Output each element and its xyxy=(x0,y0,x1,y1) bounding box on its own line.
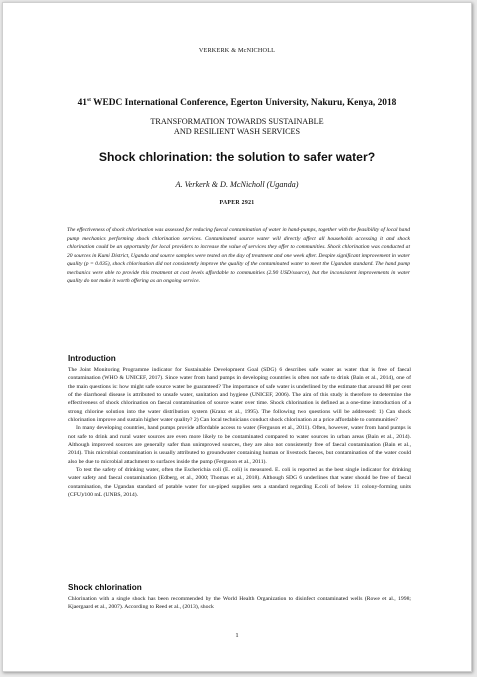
running-head: VERKERK & McNICHOLL xyxy=(198,47,276,54)
authors: A. Verkerk & D. McNicholl (Uganda) xyxy=(175,180,299,189)
shock-chlorination-body xyxy=(68,595,411,612)
paragraph: In many developing countries, hand pumps provide affordable access to water (Ferguson et al., 2011). Often, however, water from hand pumps is not safe to drink and rural water sources are even more likely to be contaminated compared to water sources in urban areas (Bain et al., 2014). Although improved sources are generally safer than unimproved sources, they are also not consistently free of faecal contamination (Bain et al., 2014). This microbial contamination is usually attributed to groundwater containing human or livestock faeces, but contamination of the water could also be due to microbial attachment to surfaces inside the pump (Ferguson et al., 2011). xyxy=(68,425,411,465)
conference-theme xyxy=(3,117,471,137)
section-heading-shock-chlorination: Shock chlorination xyxy=(68,583,142,592)
conference-text: WEDC International Conference, Egerton University, Nakuru, Kenya, 2018 xyxy=(93,98,397,109)
paper-number: PAPER 2921 xyxy=(219,200,255,206)
paper-title: Shock chlorination: the solution to safer water? xyxy=(98,150,376,164)
theme-line: TRANSFORMATION TOWARDS SUSTAINABLE xyxy=(150,117,324,126)
theme-line: AND RESILIENT WASH SERVICES xyxy=(173,127,301,136)
abstract: The effectiveness of shock chlorination was assessed for reducing faecal contamination of water in hand-pumps, together with the feasibility of local hand pump mechanics performing shock chlorination services. Contaminated source water will directly affect all households accessing it and shock chlorination could be an opportunity for local providers to increase the value of services they offer to communities. Shock chlorination was conducted at 20 sources in Kumi District, Uganda and source samples were tested on the day of treatment and one week after. Despite significant improvement in water quality (p = 0.035), shock chlorination did not consistently improve the quality of the contaminated water to meet the Ugandan standard. The hand pump mechanics were able to provide this treatment at cost levels affordable to communities (2.90 USD/source), but the inconsistent improvements in water quality do not make it worth offering as an ongoing service. xyxy=(67,227,410,285)
paragraph: To test the safety of drinking water, often the Escherichia coli (E. coli) is measured. E. coli is reported as the best single indicator for drinking water safety and faecal contamination (Edberg, et al., 2000; Thomas et al., 2018). Although SDG 6 underlines that water should be free of faecal contamination, the Ugandan standard of potable water for un-piped supplies sets a standard regarding E.coli of below 11 colony-forming units (CFU)/100 mL (UNBS, 2014). xyxy=(68,467,411,499)
conference-number: 41 xyxy=(77,98,87,109)
paper-page xyxy=(2,2,472,672)
paragraph: Chlorination with a single shock has been recommended by the World Health Organization to disinfect contaminated wells (Rowe et al., 1998; Kjaergaard et al., 2007). According to Reed et al., (2013), shock xyxy=(68,596,411,611)
paragraph: The Joint Monitoring Programme indicator for Sustainable Development Goal (SDG) 6 describes safe water as water that is free of faecal contamination (WHO & UNICEF, 2017). Since water from hand pumps in developing countries is often not safe to drink (Bain et al., 2014), one of the main questions is: how might safe source water be guaranteed? The importance of safe water is underlined by the estimate that around 88 per cent of the diarrhoeal disease is attributed to unsafe water, sanitation and hygiene (UNICEF, 2006). The aim of this study is therefore to determine the effectiveness of shock chlorination on faecal contamination of source water over time. Shock chlorination is defined as a one-time introduction of a strong chlorine solution into the water distribution system (Kranz et al., 1995). The following two questions will be addressed: 1) Can shock chlorination improve and sustain higher water quality? 2) Can local technicians conduct shock chlorination at a price affordable to communities? xyxy=(68,367,411,424)
conference-line xyxy=(3,97,471,108)
section-heading-introduction: Introduction xyxy=(68,354,116,363)
page-number: 1 xyxy=(235,632,239,639)
conference-number-suffix: st xyxy=(86,97,91,103)
introduction-body xyxy=(68,366,411,500)
